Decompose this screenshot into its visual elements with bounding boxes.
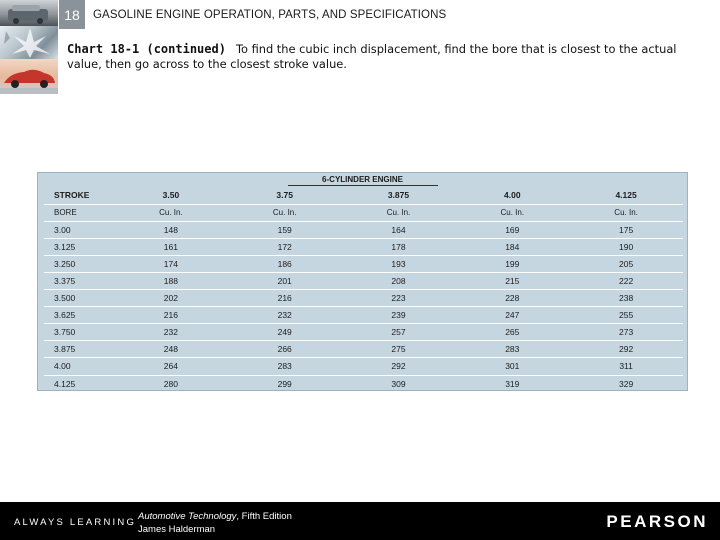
bore-cell: 3.375 xyxy=(44,272,114,289)
displacement-cell: 201 xyxy=(228,272,342,289)
book-edition: , Fifth Edition xyxy=(236,511,292,522)
table-row xyxy=(44,255,683,272)
bore-label: BORE xyxy=(44,204,114,221)
displacement-cell: 238 xyxy=(569,290,683,307)
table-row xyxy=(44,221,683,238)
displacement-cell: 309 xyxy=(391,378,406,389)
bore-cell: 3.00 xyxy=(44,221,114,238)
table-title: 6-CYLINDER ENGINE xyxy=(322,175,403,184)
displacement-cell: 190 xyxy=(569,238,683,255)
displacement-cell: 264 xyxy=(114,358,228,375)
displacement-cell: 319 xyxy=(505,378,520,389)
displacement-cell: 175 xyxy=(569,221,683,238)
unit-label: Cu. In. xyxy=(228,204,342,221)
displacement-cell: 216 xyxy=(228,290,342,307)
caption-text: To find the cubic inch displacement, find the bore that is closest to the actual value, then go across to the closest stroke value. xyxy=(67,42,677,71)
engine-thumbnail xyxy=(0,0,58,26)
displacement-cell: 188 xyxy=(114,272,228,289)
displacement-cell: 239 xyxy=(342,307,456,324)
caption-label: Chart 18-1 (continued) xyxy=(67,42,226,56)
table-row xyxy=(44,272,683,289)
displacement-cell: 329 xyxy=(619,378,634,389)
stroke-value: 3.875 xyxy=(342,187,456,204)
bore-cell: 3.875 xyxy=(44,341,114,358)
displacement-cell: 280 xyxy=(163,378,178,389)
displacement-cell: 265 xyxy=(455,324,569,341)
book-title-text: Automotive Technology xyxy=(138,511,237,522)
bore-cell: 4.125 xyxy=(54,378,76,389)
table-row xyxy=(44,307,683,324)
stroke-value: 4.125 xyxy=(569,187,683,204)
displacement-cell: 186 xyxy=(228,255,342,272)
displacement-cell: 148 xyxy=(114,221,228,238)
table-row xyxy=(44,290,683,307)
bore-cell: 3.750 xyxy=(44,324,114,341)
displacement-cell: 222 xyxy=(569,272,683,289)
displacement-cell: 172 xyxy=(228,238,342,255)
displacement-cell: 283 xyxy=(228,358,342,375)
stroke-header-row xyxy=(44,187,683,204)
displacement-cell: 292 xyxy=(569,341,683,358)
unit-label: Cu. In. xyxy=(114,204,228,221)
displacement-cell: 292 xyxy=(342,358,456,375)
displacement-table xyxy=(37,172,688,391)
chart-caption xyxy=(67,42,707,72)
displacement-cell: 174 xyxy=(114,255,228,272)
table-row xyxy=(44,324,683,341)
stroke-value: 3.50 xyxy=(114,187,228,204)
displacement-cell: 159 xyxy=(228,221,342,238)
bore-cell: 3.625 xyxy=(44,307,114,324)
bore-cell: 3.125 xyxy=(44,238,114,255)
displacement-cell: 178 xyxy=(342,238,456,255)
bore-cell: 4.00 xyxy=(44,358,114,375)
displacement-cell: 202 xyxy=(114,290,228,307)
frost-thumbnail xyxy=(0,26,58,59)
displacement-cell: 232 xyxy=(228,307,342,324)
displacement-cell: 216 xyxy=(114,307,228,324)
displacement-cell: 283 xyxy=(455,341,569,358)
displacement-cell: 311 xyxy=(569,358,683,375)
chapter-number: 18 xyxy=(59,0,85,29)
thumbnail-strip xyxy=(0,0,58,94)
displacement-cell: 184 xyxy=(455,238,569,255)
displacement-cell: 161 xyxy=(114,238,228,255)
stroke-value: 3.75 xyxy=(228,187,342,204)
bore-cell: 3.250 xyxy=(44,255,114,272)
title-rule xyxy=(288,185,438,186)
table-row xyxy=(44,341,683,358)
bore-cell: 3.500 xyxy=(44,290,114,307)
table-row xyxy=(44,375,683,392)
displacement-cell: 273 xyxy=(569,324,683,341)
displacement-cell: 193 xyxy=(342,255,456,272)
displacement-cell: 205 xyxy=(569,255,683,272)
displacement-cell: 164 xyxy=(342,221,456,238)
displacement-cell: 275 xyxy=(342,341,456,358)
displacement-cell: 232 xyxy=(114,324,228,341)
displacement-cell: 215 xyxy=(455,272,569,289)
unit-header-row xyxy=(44,204,683,221)
stroke-value: 4.00 xyxy=(455,187,569,204)
displacement-cell: 228 xyxy=(455,290,569,307)
author-name: James Halderman xyxy=(138,524,216,535)
pearson-logo: PEARSON xyxy=(606,512,708,531)
table-body xyxy=(44,221,683,392)
table-row xyxy=(44,238,683,255)
unit-label: Cu. In. xyxy=(455,204,569,221)
stroke-label: STROKE xyxy=(44,187,114,204)
displacement-cell: 223 xyxy=(342,290,456,307)
displacement-cell: 249 xyxy=(228,324,342,341)
displacement-cell: 208 xyxy=(342,272,456,289)
car-thumbnail xyxy=(0,59,58,94)
book-title xyxy=(138,511,292,522)
displacement-cell: 247 xyxy=(455,307,569,324)
unit-label: Cu. In. xyxy=(342,204,456,221)
unit-label: Cu. In. xyxy=(569,204,683,221)
displacement-grid xyxy=(44,187,683,392)
footer-bar xyxy=(0,502,720,540)
chapter-title: GASOLINE ENGINE OPERATION, PARTS, AND SPECIFICATIONS xyxy=(93,9,447,21)
displacement-cell: 248 xyxy=(114,341,228,358)
displacement-cell: 169 xyxy=(455,221,569,238)
displacement-cell: 257 xyxy=(342,324,456,341)
always-learning-tagline: ALWAYS LEARNING xyxy=(14,517,137,528)
table-row xyxy=(44,358,683,375)
displacement-cell: 299 xyxy=(277,378,292,389)
displacement-cell: 199 xyxy=(455,255,569,272)
displacement-cell: 266 xyxy=(228,341,342,358)
displacement-cell: 255 xyxy=(569,307,683,324)
displacement-cell: 301 xyxy=(455,358,569,375)
